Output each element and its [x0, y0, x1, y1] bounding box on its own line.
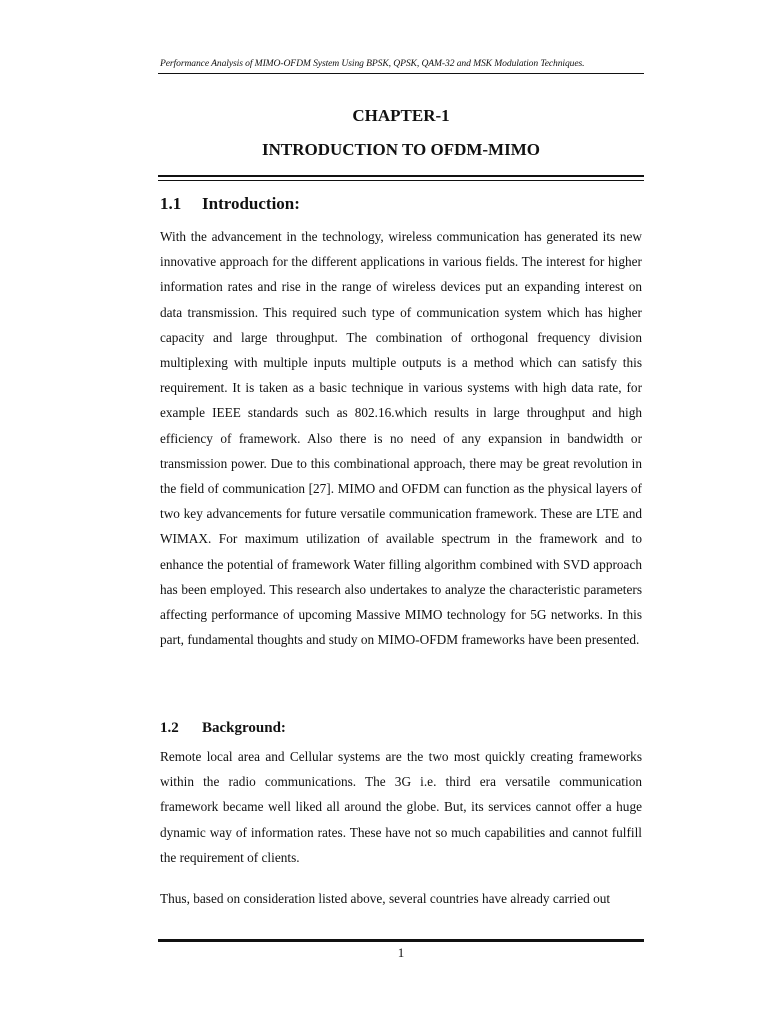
paragraph-continuation: Thus, based on consideration listed above, several countries have already carried out [160, 891, 611, 906]
section-number: 1.1 [160, 194, 182, 213]
title-double-rule [158, 175, 644, 181]
chapter-label: CHAPTER-1 [352, 106, 450, 125]
chapter-title: INTRODUCTION TO OFDM-MIMO [262, 140, 540, 159]
section-title: Background: [202, 720, 286, 736]
section-heading-introduction [160, 194, 300, 214]
section-number: 1.2 [160, 720, 179, 736]
section-heading-background [160, 720, 286, 737]
paragraph-background: Remote local area and Cellular systems are the two most quickly creating frameworks within the radio communications. The 3G i.e. third era versatile communication framework became well liked all around the globe. But, its services cannot offer a huge dynamic way of information rates. These have not so much capabilities and cannot fulfill the requirement of clients. [160, 749, 642, 865]
header-rule [158, 73, 644, 74]
footer-rule [158, 939, 644, 942]
paragraph-introduction: With the advancement in the technology, wireless communication has generated its new innovative approach for the different applications in various fields. The interest for higher information rates and rise in the range of wireless devices put an expanding interest on data transmission. This required such type of communication system which has higher capacity and large throughput. The combination of orthogonal frequency division multiplexing with multiple inputs multiple outputs is a method which can satisfy this requirement. It is taken as a basic technique in various systems with high data rate, for example IEEE standards such as 802.16.which results in large throughput and high efficiency of framework. Also there is no need of any expansion in bandwidth or transmission power. Due to this combinational approach, there may be great revolution in the field of communication [27]. MIMO and OFDM can function as the physical layers of two key advancements for future versatile communication framework. These are LTE and WIMAX. For maximum utilization of available spectrum in the framework and to enhance the potential of framework Water filling algorithm combined with SVD approach has been employed. This research also undertakes to analyze the characteristic parameters affecting performance of upcoming Massive MIMO technology for 5G networks. In this part, fundamental thoughts and study on MIMO-OFDM frameworks have been presented. [160, 229, 642, 648]
running-header: Performance Analysis of MIMO-OFDM System Using BPSK, QPSK, QAM-32 and MSK Modulation Techniques. [160, 58, 585, 69]
page-number: 1 [397, 945, 405, 960]
section-title: Introduction: [202, 194, 300, 213]
